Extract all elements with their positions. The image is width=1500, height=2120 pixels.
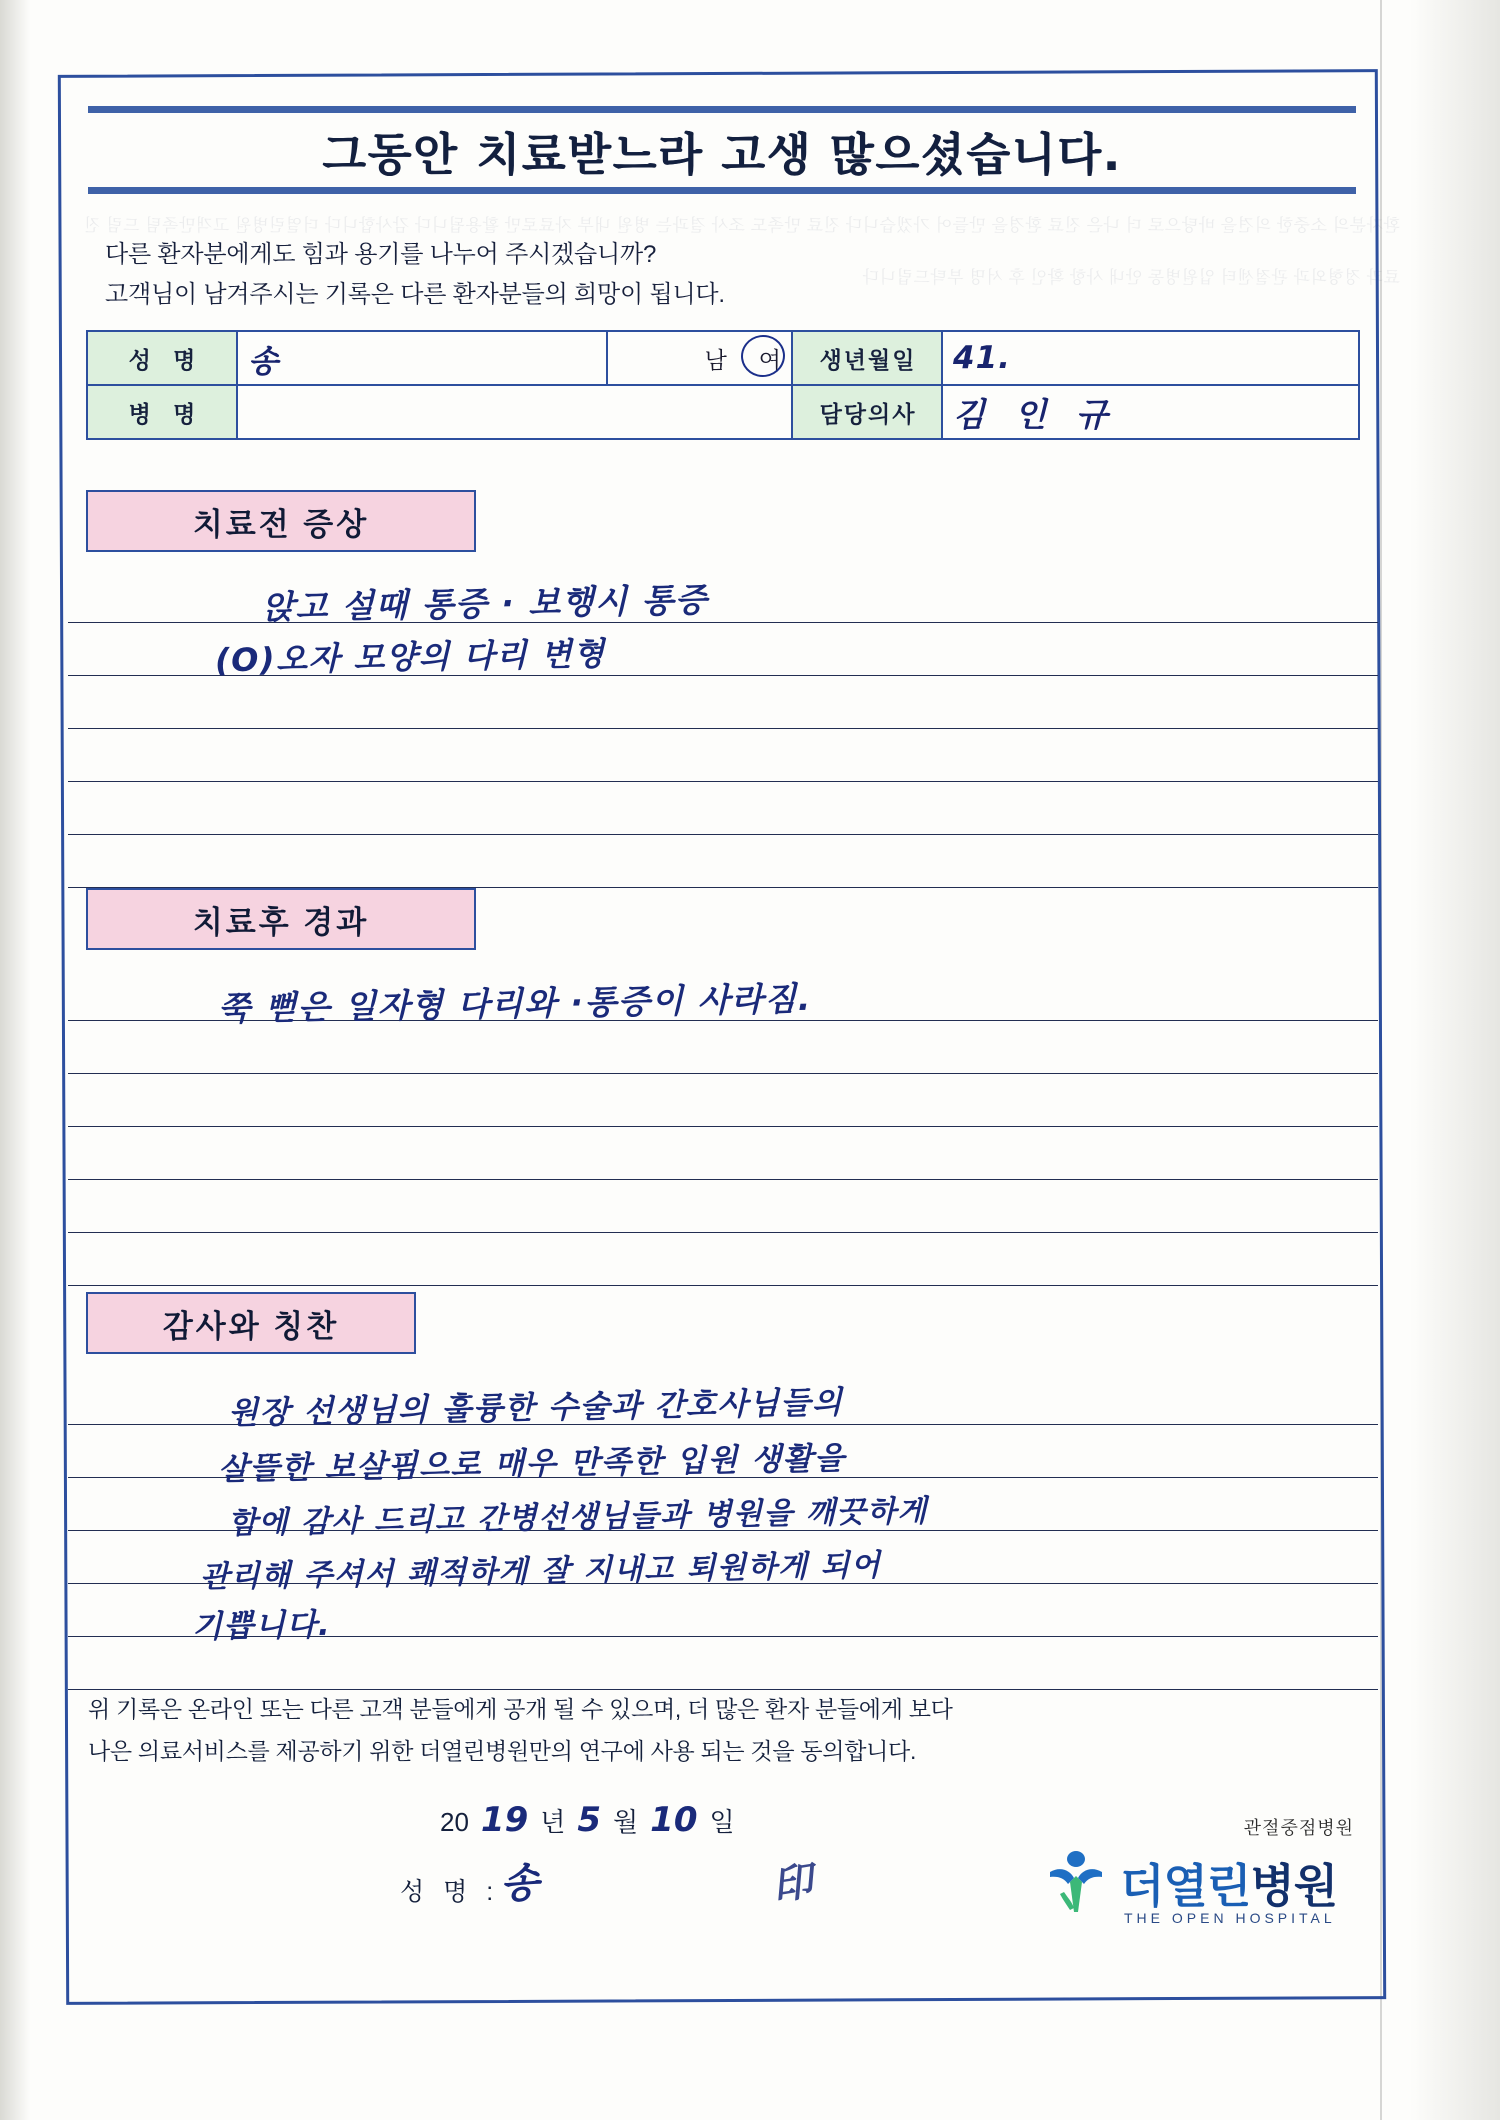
doctor-value: 김 인 규: [953, 394, 1117, 434]
logo-tagline: 관절중점병원: [1243, 1818, 1354, 1838]
page-title: 그동안 치료받느라 고생 많으셨습니다.: [322, 127, 1122, 181]
intro-text: [105, 235, 1285, 315]
intro-line-1: 다른 환자분에게도 힘과 용기를 나누어 주시겠습니까?: [105, 241, 657, 268]
logo-subtitle: THE OPEN HOSPITAL: [1124, 1910, 1336, 1926]
date-day-value: 10: [650, 1800, 698, 1840]
open-hospital-mark-icon: [1040, 1846, 1112, 1918]
consent-line-2: 나은 의료서비스를 제공하기 위한 더열린병원만의 연구에 사용 되는 것을 동의합니다.: [88, 1738, 917, 1764]
progress-handwriting-line-1: 쭉 뻗은 일자형 다리와 ·통증이 사라짐.: [217, 978, 813, 1029]
name-label: 성 명: [87, 331, 237, 385]
ruled-line: [68, 1127, 1378, 1180]
thanks-handwriting-line-5: 기쁩니다.: [191, 1606, 332, 1646]
ruled-line: [68, 835, 1378, 888]
symptoms-handwriting-line-2: (O)오자 모양의 다리 변형: [214, 634, 606, 680]
date-day-unit: 일: [709, 1807, 735, 1837]
intro-line-2: 고객님이 남겨주시는 기록은 다른 환자분들의 희망이 됩니다.: [105, 281, 725, 308]
birth-label: 생년월일: [792, 331, 942, 385]
reverse-side-showthrough: 환자분의 소중한 의견을 바탕으로 더 나은 진료 환경을 만들어 가겠습니다 진료 만족도 조사 결과는 병원 내부 자료로만 활용됩니다 감사합니다 더열린병원 고객만족팀 드림 진료과 정형외과 관절센터 입원병동 안내 사항 확인 후 서명 부탁드립니다: [83, 216, 1400, 287]
birth-value-cell[interactable]: [942, 331, 1359, 385]
name-value: 송: [248, 343, 279, 380]
date-prefix: 20: [440, 1807, 469, 1837]
thanks-handwriting-line-2: 살뜰한 보살핌으로 매우 만족한 입원 생활을: [217, 1440, 846, 1488]
table-row: [87, 385, 1359, 439]
table-row: [87, 331, 1359, 385]
thanks-handwriting-line-3: 함에 감사 드리고 간병선생님들과 병원을 깨끗하게: [227, 1493, 929, 1542]
date-month-unit: 월: [613, 1807, 639, 1837]
ruled-line: [68, 1074, 1378, 1127]
thanks-handwriting-line-4: 관리해 주셔서 쾌적하게 잘 지내고 퇴원하게 되어: [199, 1548, 882, 1595]
signature-value: 송: [498, 1859, 541, 1909]
gender-male-option[interactable]: 남: [704, 346, 727, 373]
ruled-line: [68, 1180, 1378, 1233]
consent-line-1: 위 기록은 온라인 또는 다른 고객 분들에게 공개 될 수 있으며, 더 많은 환자 분들에게 보다: [88, 1696, 953, 1722]
scan-left-shadow: [0, 0, 30, 2120]
gender-cell[interactable]: [607, 331, 792, 385]
disease-label: 병 명: [87, 385, 237, 439]
hospital-logo: [1040, 1818, 1360, 1960]
logo-name-dark: 병원: [1250, 1860, 1338, 1912]
date-year-unit: 년: [540, 1807, 566, 1837]
signature-label: 성 명 :: [400, 1878, 500, 1906]
logo-name: [1120, 1850, 1337, 1916]
signature-seal: 印: [769, 1858, 816, 1910]
ruled-line: [68, 782, 1378, 835]
patient-info-table: [86, 330, 1360, 440]
date-row[interactable]: [440, 1800, 735, 1840]
section-heading-progress: 치료후 경과: [86, 888, 476, 950]
birth-value: 41.: [953, 340, 1011, 376]
name-value-cell[interactable]: [237, 331, 607, 385]
ruled-line: [68, 676, 1378, 729]
date-month-value: 5: [577, 1800, 602, 1840]
section-heading-thanks: 감사와 칭찬: [86, 1292, 416, 1354]
consent-paragraph: [88, 1688, 1318, 1772]
gender-female-option[interactable]: 여: [758, 346, 781, 373]
section-heading-symptoms: 치료전 증상: [86, 490, 476, 552]
thanks-handwriting-line-1: 원장 선생님의 훌륭한 수술과 간호사님들의: [227, 1384, 844, 1432]
title-banner: [88, 106, 1356, 194]
ruled-line: [68, 1233, 1378, 1286]
symptoms-handwriting-line-1: 앉고 설때 통증 · 보행시 통증: [261, 580, 709, 627]
doctor-value-cell[interactable]: [942, 385, 1359, 439]
disease-value-cell[interactable]: [237, 385, 792, 439]
doctor-label: 담당의사: [792, 385, 942, 439]
date-year-value: 19: [480, 1800, 529, 1840]
ruled-line: [68, 729, 1378, 782]
logo-name-blue: 더열린: [1120, 1860, 1251, 1912]
